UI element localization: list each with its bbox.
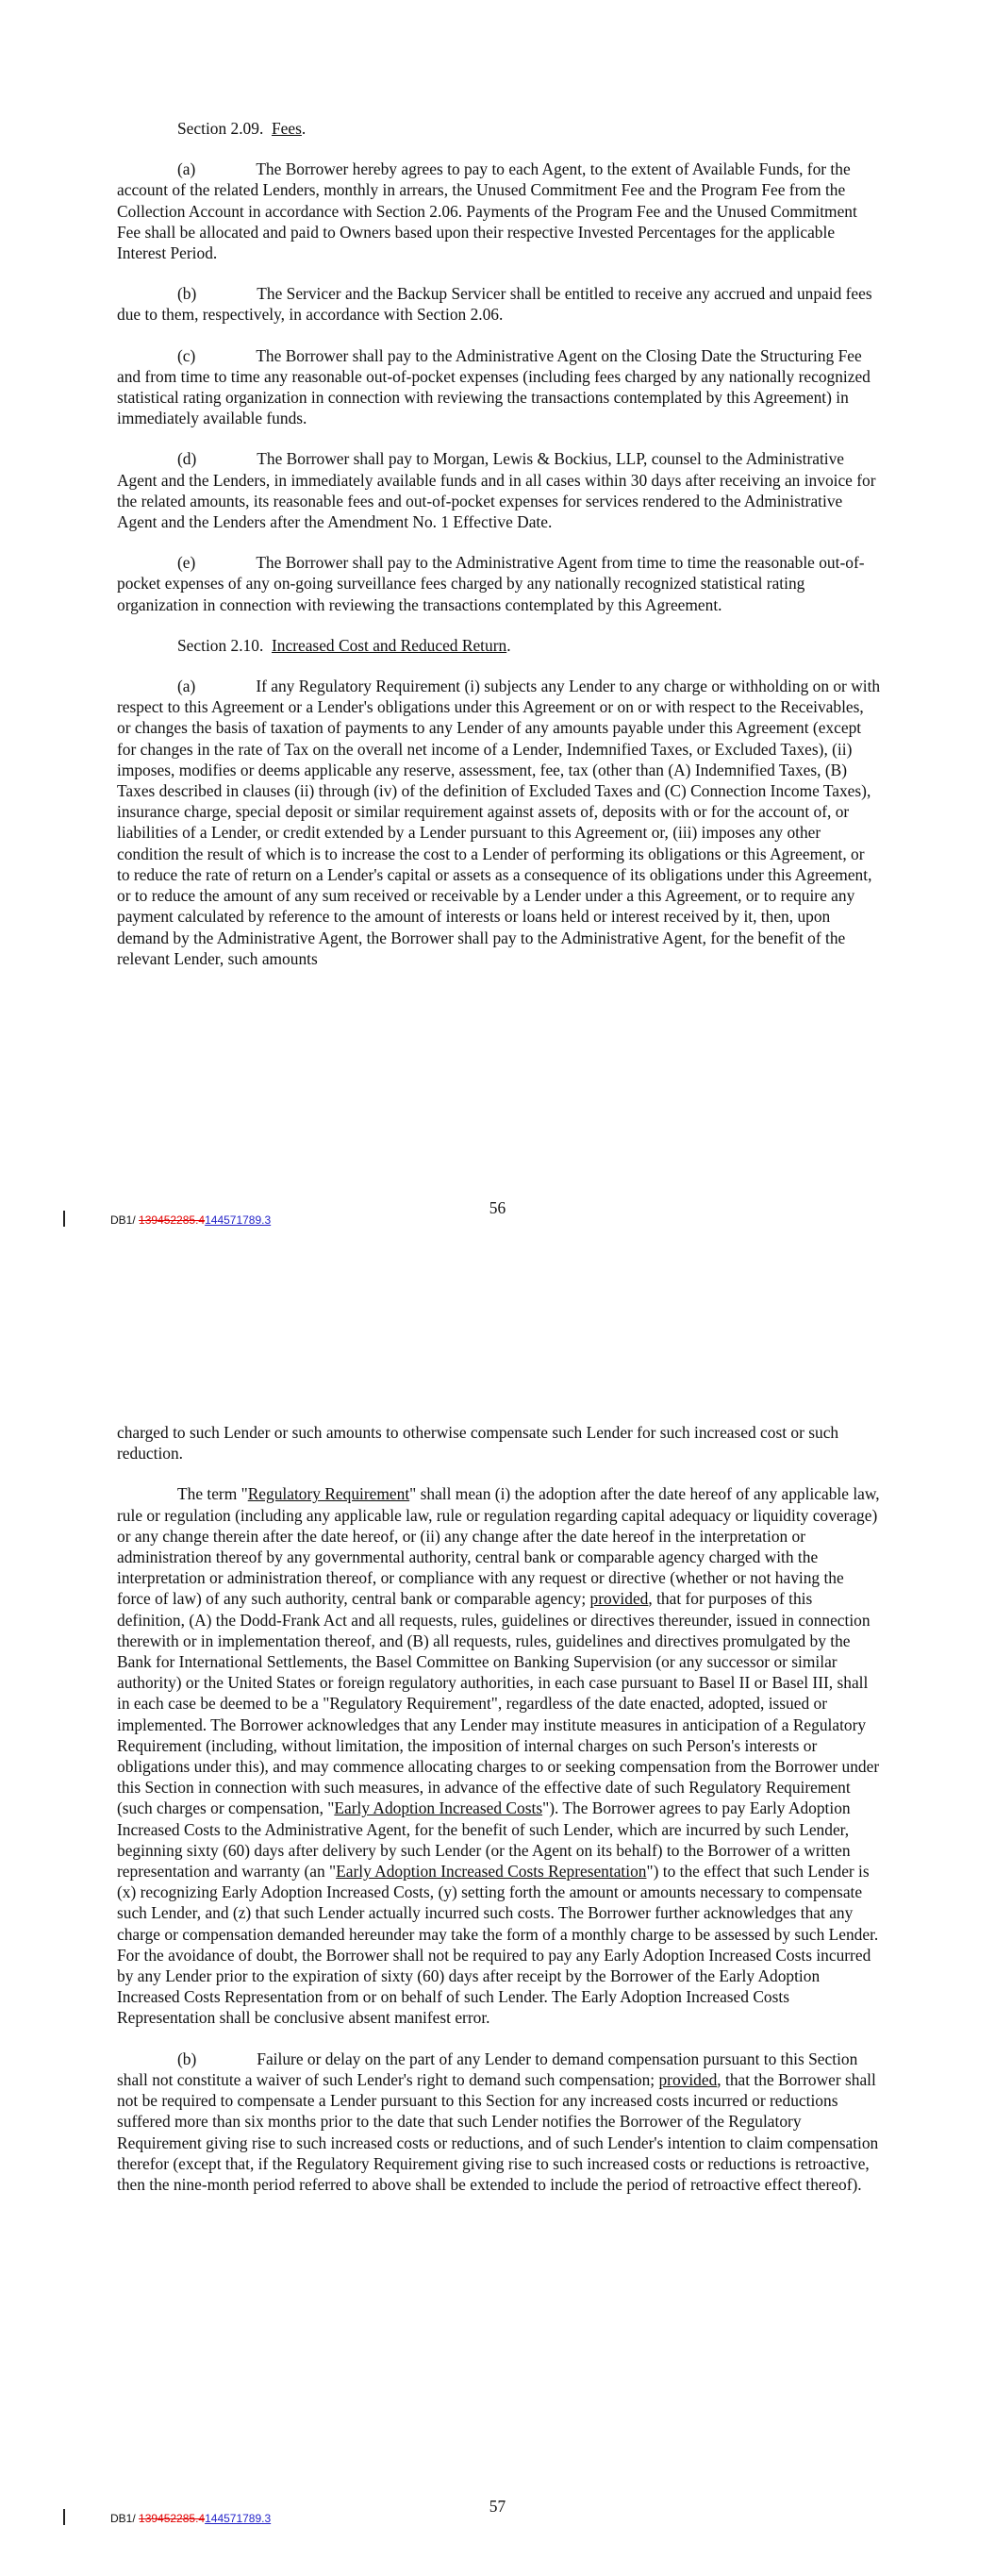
provided-term: provided xyxy=(589,1589,649,1609)
paragraph-2-09-e xyxy=(117,552,881,615)
paragraph-continuation: charged to such Lender or such amounts to otherwise compensate such Lender for such increased cost or such reduction. xyxy=(117,1423,839,1464)
docid-inserted[interactable]: 144571789.3 xyxy=(205,2512,272,2525)
change-bar xyxy=(63,2509,65,2525)
paragraph-label: (a) xyxy=(177,677,196,696)
docid-prefix: DB1/ xyxy=(110,2512,140,2525)
document-id xyxy=(110,1213,271,1227)
text-run: " shall mean (i) the adoption after the date hereof of any applicable law, rule or regulation (including any applicable law, rule or regulation regarding capital adequacy or liquidity coverage) or any change therein after the date hereof, or (ii) any change after the date hereof in the interpretation or administration thereof by any governmental authority, central bank or comparable agency charged with the interpretation or administration thereof, or compliance with any request or directive (whether or not having the force of law) of any such authority, central bank or comparable agency; xyxy=(117,1484,880,1609)
defined-term: Early Adoption Increased Costs Representation xyxy=(336,1862,647,1882)
docid-inserted[interactable]: 144571789.3 xyxy=(205,1213,272,1227)
paragraph-2-09-c xyxy=(117,345,881,429)
paragraph-label: (d) xyxy=(177,449,197,469)
section-number: Section 2.10. xyxy=(177,635,264,655)
docid-deleted: 139452285.4 xyxy=(139,2512,206,2525)
section-2-09-heading: Section 2.09. Fees. xyxy=(177,119,307,138)
paragraph-2-10-b xyxy=(117,2049,881,2195)
page-57-body xyxy=(117,1422,881,2215)
change-bar xyxy=(63,1211,65,1227)
section-2-10-heading: Section 2.10. Increased Cost and Reduced Return. xyxy=(177,635,511,655)
page-number: 56 xyxy=(489,1198,506,1217)
paragraph-2-09-a xyxy=(117,159,881,263)
paragraph-2-10-a xyxy=(117,676,881,969)
page-number: 57 xyxy=(489,2497,506,2516)
text-run: "). The Borrower agrees to pay Early Adoption Increased Costs to the Administrative Agent, for the benefit of such Lender, which are incurred by such Lender, beginning sixty (60) days after delivery by such Lender (or the Agent on its behalf) to the Borrower of a written representation and warranty (an " xyxy=(117,1798,851,1882)
section-title: Fees xyxy=(272,119,302,138)
paragraph-text: The Borrower shall pay to Morgan, Lewis & Bockius, LLP, counsel to the Administrative Agent and the Lenders, in immediately available funds and in all cases within 30 days after receiving an invoice for the related amounts, its reasonable fees and out-of-pocket expenses for services rendered to the Administrative Agent and the Lenders after the Amendment No. 1 Effective Date. xyxy=(117,449,876,532)
paragraph-label: (b) xyxy=(177,284,197,304)
paragraph-text: The Borrower shall pay to the Administrative Agent from time to time the reasonable out-of-pocket expenses of any on-going surveillance fees charged by any nationally recognized statistical rating organization in connection with reviewing the transactions contemplated by this Agreement. xyxy=(117,553,865,614)
text-run: , that for purposes of this definition, (A) the Dodd-Frank Act and all requests, rules, guidelines or directives thereunder, issued in connection therewith or in implementation thereof, and (B) all requests, rules, guidelines and directives promulgated by the Bank for International Settlements, the Basel Committee on Banking Supervision (or any successor or similar authority) or the United States or foreign regulatory authorities, in each case pursuant to Basel II or Basel III, shall in each case be deemed to be a "Regulatory Requirement", regardless of the date enacted, adopted, issued or implemented. The Borrower acknowledges that any Lender may institute measures in anticipation of a Regulatory Requirement (including, without limitation, the imposition of internal charges on such Person's interests or obligations under this), and may commence allocating charges to or seeking compensation from the Borrower under this Section in connection with such measures, in advance of the effective date of such Regulatory Requirement (such charges or compensation, " xyxy=(117,1589,880,1818)
paragraph-text: The Servicer and the Backup Servicer shall be entitled to receive any accrued and unpaid fees due to them, respectively, in accordance with Section 2.06. xyxy=(117,284,872,325)
defined-term: Regulatory Requirement xyxy=(247,1484,410,1504)
provided-term: provided xyxy=(658,2069,718,2089)
document-id xyxy=(110,2512,271,2525)
paragraph-label: (e) xyxy=(177,553,196,573)
paragraph-regulatory-requirement xyxy=(117,1483,881,2028)
paragraph-text: The Borrower shall pay to the Administrative Agent on the Closing Date the Structuring Fee and from time to time any reasonable out-of-pocket expenses (including fees charged by any nationally recognized statistical rating organization in connection with reviewing the transactions contemplated by this Agreement) in immediately available funds. xyxy=(117,345,871,428)
docid-deleted: 139452285.4 xyxy=(139,1213,206,1227)
paragraph-label: (c) xyxy=(177,345,196,365)
paragraph-label: (b) xyxy=(177,2049,197,2068)
text-run: The term " xyxy=(177,1484,248,1504)
paragraph-text: The Borrower hereby agrees to pay to each Agent, to the extent of Available Funds, for the account of the related Lenders, monthly in arrears, the Unused Commitment Fee and the Program Fee from the Collection Account in accordance with Section 2.06. Payments of the Program Fee and the Unused Commitment Fee shall be allocated and paid to Owners based upon their respective Invested Percentages for the applicable Interest Period. xyxy=(117,159,857,263)
defined-term: Early Adoption Increased Costs xyxy=(334,1798,543,1818)
section-number: Section 2.09. xyxy=(177,119,264,138)
paragraph-2-09-b xyxy=(117,283,881,325)
docid-prefix: DB1/ xyxy=(110,1213,140,1227)
page-56-body xyxy=(117,118,881,989)
page-57 xyxy=(0,1288,995,2576)
text-run: , that the Borrower shall not be required to compensate a Lender pursuant to this Section for any increased costs incurred or reductions suffered more than six months prior to the date that such Lender notifies the Borrower of the Regulatory Requirement giving rise to such increased costs or reductions, and of such Lender's intention to claim compensation therefor (except that, if the Regulatory Requirement giving rise to such increased costs or reductions is retroactive, then the nine-month period referred to above shall be extended to include the period of retroactive effect thereof). xyxy=(117,2069,879,2194)
paragraph-text: If any Regulatory Requirement (i) subjects any Lender to any charge or withholding on or with respect to this Agreement or a Lender's obligations under this Agreement or on or with respect to the Receivables, or changes the basis of taxation of payments to any Lender of any amounts payable under this Agreement (except for changes in the rate of Tax on the overall net income of a Lender, Indemnified Taxes, or Excluded Taxes), (ii) imposes, modifies or deems applicable any reserve, assessment, fee, tax (other than (A) Indemnified Taxes, (B) Taxes described in clauses (ii) through (iv) of the definition of Excluded Taxes and (C) Connection Income Taxes), insurance charge, special deposit or similar requirement against assets of, deposits with or for the account of, or liabilities of a Lender, or credit extended by a Lender pursuant to this Agreement or, (iii) imposes any other condition the result of which is to increase the cost to a Lender of performing its obligations or this Agreement, or to reduce the rate of return on a Lender's capital or assets as a consequence of its obligations under this Agreement, or to reduce the amount of any sum received or receivable by a Lender under a this Agreement, or to require any payment calculated by reference to the amount of interests or loans held or interest received by it, then, upon demand by the Administrative Agent, the Borrower shall pay to the Administrative Agent, for the benefit of the relevant Lender, such amounts xyxy=(117,677,881,968)
text-run: Failure or delay on the part of any Lender to demand compensation pursuant to this Section shall not constitute a waiver of such Lender's right to demand such compensation; xyxy=(117,2049,858,2089)
paragraph-label: (a) xyxy=(177,159,196,179)
paragraph-2-09-d xyxy=(117,448,881,532)
text-run: ") to the effect that such Lender is (x) recognizing Early Adoption Increased Costs, (y) setting forth the amount or amounts necessary to compensate such Lender, and (z) that such Lender actually incurred such costs. The Borrower further acknowledges that any charge or compensation demanded hereunder may take the form of a monthly charge to be assessed by such Lender. For the avoidance of doubt, the Borrower shall not be required to pay any Early Adoption Increased Costs incurred by any Lender prior to the expiration of sixty (60) days after receipt by the Borrower of the Early Adoption Increased Costs Representation from or on behalf of such Lender. The Early Adoption Increased Costs Representation shall be conclusive absent manifest error. xyxy=(117,1862,879,2028)
section-title: Increased Cost and Reduced Return xyxy=(272,635,507,655)
